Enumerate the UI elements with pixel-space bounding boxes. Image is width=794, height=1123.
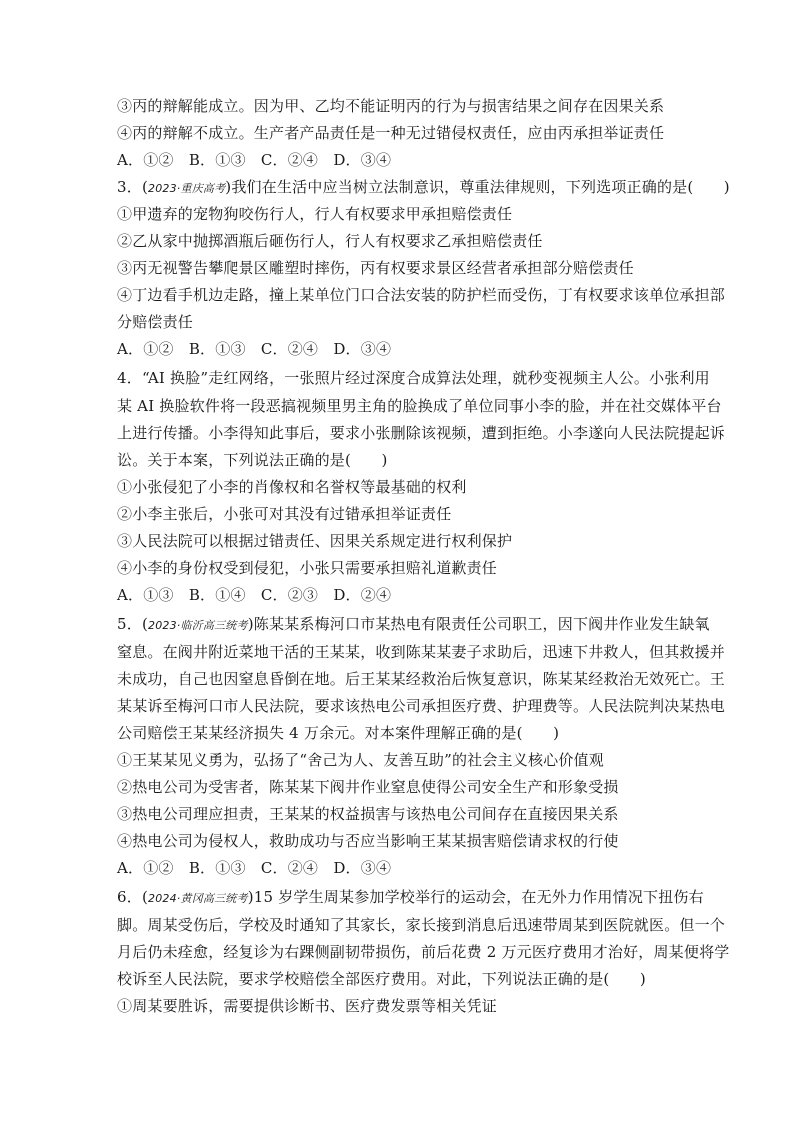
q6-option-1: ①周某要胜诉，需要提供诊断书、医疗费发票等相关凭证 (117, 997, 498, 1015)
q2-option-4: ④丙的辩解不成立。生产者产品责任是一种无过错侵权责任，应由丙承担举证责任 (117, 124, 665, 142)
q3-answer-choices: A．①② B．①③ C．②④ D．③④ (117, 340, 392, 358)
q5-stem-line-2: 窒息。在阀井附近菜地干活的王某某，收到陈某某妻子求助后，迅速下井救人，但其救援并 (117, 643, 726, 661)
q6-stem-line-1 (117, 887, 704, 909)
q3-source-tag: 2023·重庆高考 (148, 182, 226, 195)
q3-stem-text: )我们在生活中应当树立法制意识，尊重法律规则，下列选项正确的是( ) (225, 178, 730, 196)
q6-source-tag: 2024·黄冈高三统考 (148, 892, 248, 905)
q5-stem-text: )陈某某系梅河口市某热电有限责任公司职工，因下阀井作业发生缺氧 (247, 615, 710, 633)
q3-number: 3．( (117, 178, 148, 196)
q5-option-1: ①王某某见义勇为，弘扬了“舍己为人、友善互助”的社会主义核心价值观 (117, 751, 604, 769)
q6-stem-line-4: 校诉至人民法院，要求学校赔偿全部医疗费用。对此，下列说法正确的是( ) (117, 970, 646, 988)
q5-number: 5．( (117, 615, 148, 633)
q3-option-3: ③丙无视警告攀爬景区雕塑时摔伤，丙有权要求景区经营者承担部分赔偿责任 (117, 259, 634, 277)
q6-number: 6．( (117, 888, 148, 906)
q4-answer-choices: A．①③ B．①④ C．②③ D．②④ (117, 586, 392, 604)
q3-option-4-line-1: ④丁边看手机边走路，撞上某单位门口合法安装的防护栏而受伤，丁有权要求该单位承担部 (117, 286, 726, 304)
q3-stem (117, 177, 730, 199)
q5-stem-line-4: 某某诉至梅河口市人民法院，要求该热电公司承担医疗费、护理费等。人民法院判决某热电 (117, 697, 726, 715)
q4-stem-line-3: 上进行传播。小李得知此事后，要求小张删除该视频，遭到拒绝。小李遂向人民法院提起诉 (117, 424, 726, 442)
q6-stem-text: )15 岁学生周某参加学校举行的运动会，在无外力作用情况下扭伤右 (247, 888, 704, 906)
q2-option-3: ③丙的辩解能成立。因为甲、乙均不能证明丙的行为与损害结果之间存在因果关系 (117, 97, 665, 115)
q5-stem-line-3: 未成功，自己也因窒息昏倒在地。后王某某经救治后恢复意识，陈某某经救治无效死亡。王 (117, 670, 726, 688)
q3-option-4-line-2: 分赔偿责任 (117, 313, 194, 331)
q5-answer-choices: A．①② B．①③ C．②④ D．③④ (117, 859, 392, 877)
q5-stem-line-1 (117, 614, 710, 636)
q6-stem-line-3: 月后仍未痊愈，经复诊为右踝侧副韧带损伤，前后花费 2 万元医疗费用才治好，周某便将学 (117, 943, 730, 961)
q5-source-tag: 2023·临沂高三统考 (148, 619, 248, 632)
q5-option-2: ②热电公司为受害者，陈某某下阀井作业窒息使得公司安全生产和形象受损 (117, 778, 619, 796)
q4-option-3: ③人民法院可以根据过错责任、因果关系规定进行权利保护 (117, 532, 513, 550)
q3-option-2: ②乙从家中抛掷酒瓶后砸伤行人，行人有权要求乙承担赔偿责任 (117, 232, 543, 250)
q5-option-3: ③热电公司理应担责，王某某的权益损害与该热电公司间存在直接因果关系 (117, 805, 619, 823)
q2-answer-choices: A．①② B．①③ C．②④ D．③④ (117, 151, 392, 169)
q5-stem-line-5: 公司赔偿王某某经济损失 4 万余元。对本案件理解正确的是( ) (117, 724, 560, 742)
q4-option-1: ①小张侵犯了小李的肖像权和名誉权等最基础的权利 (117, 478, 467, 496)
q4-stem-line-4: 讼。关于本案，下列说法正确的是( ) (117, 451, 388, 469)
q4-option-2: ②小李主张后，小张可对其没有过错承担举证责任 (117, 505, 452, 523)
q5-option-4: ④热电公司为侵权人，救助成功与否应当影响王某某损害赔偿请求权的行使 (117, 832, 619, 850)
q3-option-1: ①甲遗弃的宠物狗咬伤行人，行人有权要求甲承担赔偿责任 (117, 205, 513, 223)
q4-stem-line-2: 某 AI 换脸软件将一段恶搞视频里男主角的脸换成了单位同事小李的脸，并在社交媒体平台 (117, 397, 722, 415)
q6-stem-line-2: 脚。周某受伤后，学校及时通知了其家长，家长接到消息后迅速带周某到医院就医。但一个 (117, 916, 726, 934)
q4-stem-line-1: 4．“AI 换脸”走红网络，一张照片经过深度合成算法处理，就秒变视频主人公。小张利用 (117, 369, 710, 387)
q4-option-4: ④小李的身份权受到侵犯，小张只需要承担赔礼道歉责任 (117, 559, 498, 577)
